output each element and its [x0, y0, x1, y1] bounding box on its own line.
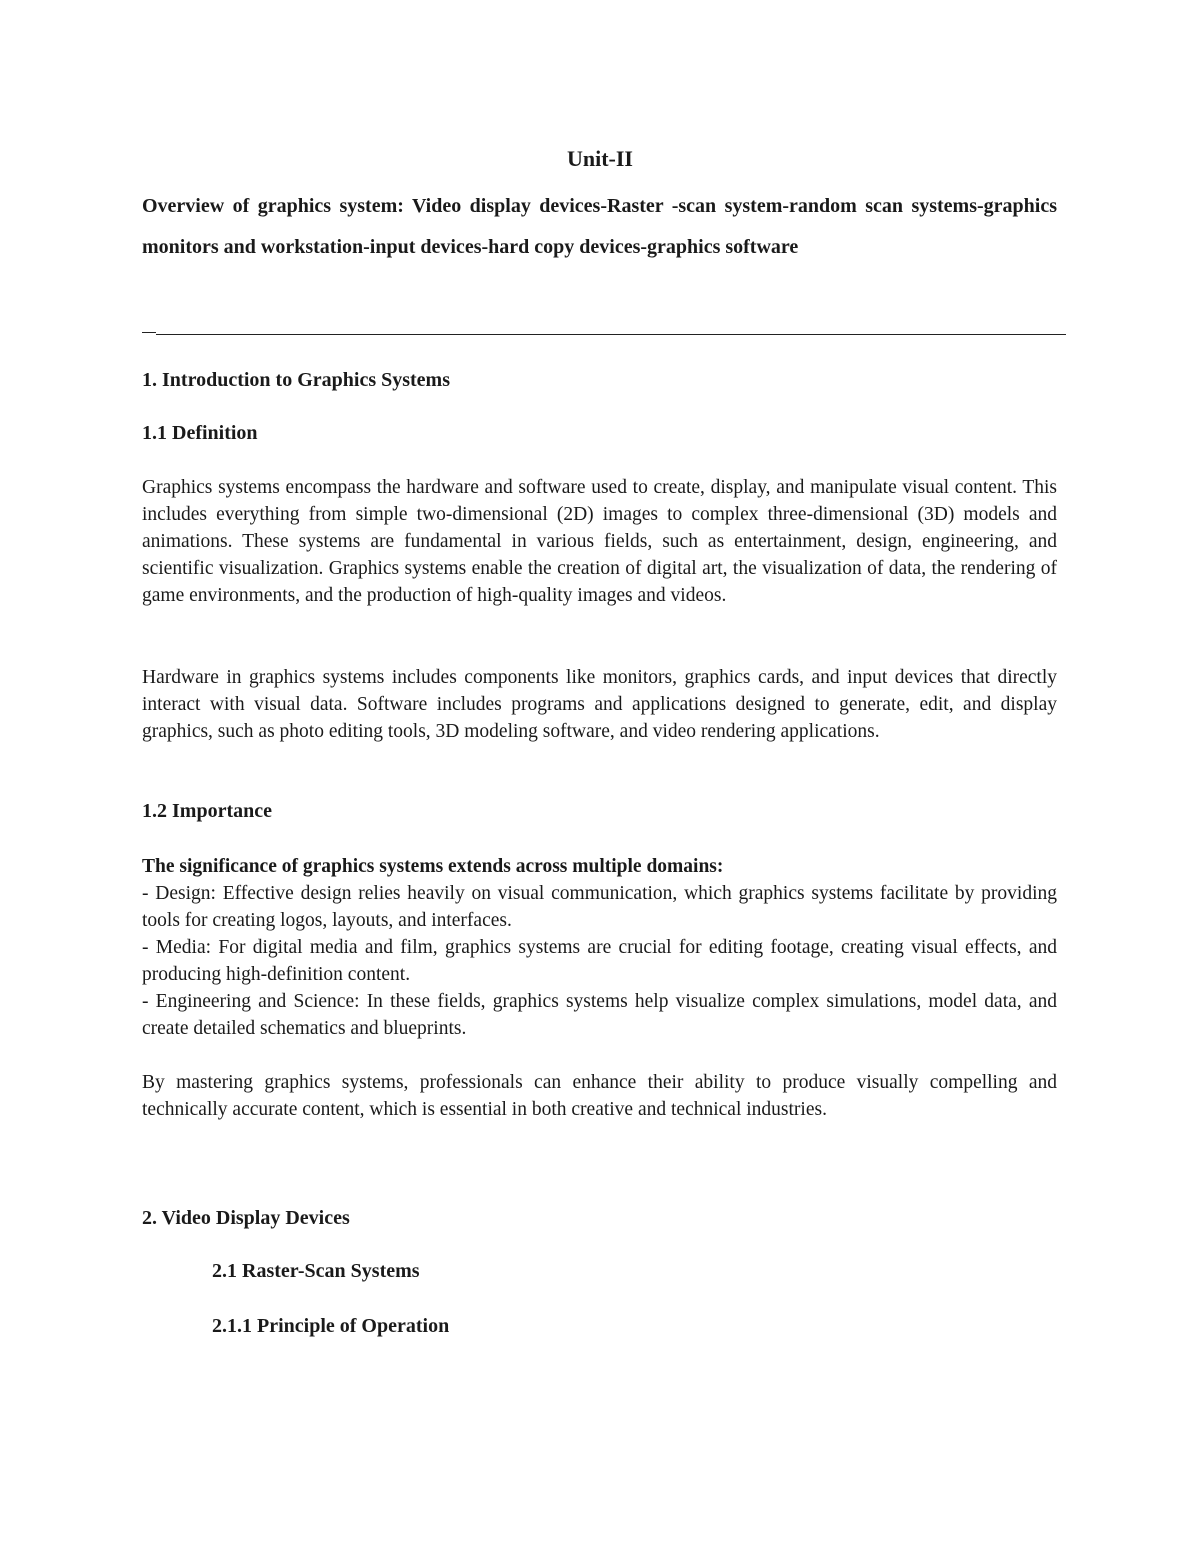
unit-overview: Overview of graphics system: Video display devices-Raster -scan system-random scan systems-graphics monitors and workstation-input devices-hard copy devices-graphics software — [142, 195, 1057, 258]
document-title: Unit-II — [566, 146, 633, 171]
subsection-heading-raster-scan: 2.1 Raster-Scan Systems — [212, 1260, 420, 1282]
importance-lead: The significance of graphics systems extends across multiple domains: — [142, 856, 724, 877]
importance-closing-paragraph: By mastering graphics systems, professionals can enhance their ability to produce visually compelling and technically accurate content, which is essential in both creative and technical industries. — [142, 1072, 1057, 1120]
importance-bullet-media: - Media: For digital media and film, graphics systems are crucial for editing footage, creating visual effects, and producing high-definition content. — [142, 937, 1057, 985]
definition-paragraph-2: Hardware in graphics systems includes components like monitors, graphics cards, and input devices that directly interact with visual data. Software includes programs and applications designed to generate, edit, and display graphics, such as photo editing tools, 3D modeling software, and video rendering applications. — [142, 667, 1057, 742]
section-heading-introduction: 1. Introduction to Graphics Systems — [142, 369, 450, 391]
importance-bullet-design: - Design: Effective design relies heavily on visual communication, which graphics systems facilitate by providing tools for creating logos, layouts, and interfaces. — [142, 883, 1057, 931]
importance-bullet-engineering: - Engineering and Science: In these fields, graphics systems help visualize complex simulations, model data, and create detailed schematics and blueprints. — [142, 991, 1057, 1039]
subsection-heading-definition: 1.1 Definition — [142, 422, 258, 444]
definition-paragraph-1: Graphics systems encompass the hardware and software used to create, display, and manipulate visual content. This includes everything from simple two-dimensional (2D) images to complex three-dimensional (3D) models and animations. These systems are fundamental in various fields, such as entertainment, design, engineering, and scientific visualization. Graphics systems enable the creation of digital art, the visualization of data, the rendering of game environments, and the production of high-quality images and videos. — [142, 477, 1057, 606]
section-heading-video-display-devices: 2. Video Display Devices — [142, 1207, 350, 1229]
importance-list — [142, 853, 1057, 1042]
separator-rule-start — [142, 332, 156, 333]
subsection-heading-importance: 1.2 Importance — [142, 800, 272, 822]
separator-rule — [156, 334, 1066, 335]
subsubsection-heading-principle: 2.1.1 Principle of Operation — [212, 1315, 450, 1337]
